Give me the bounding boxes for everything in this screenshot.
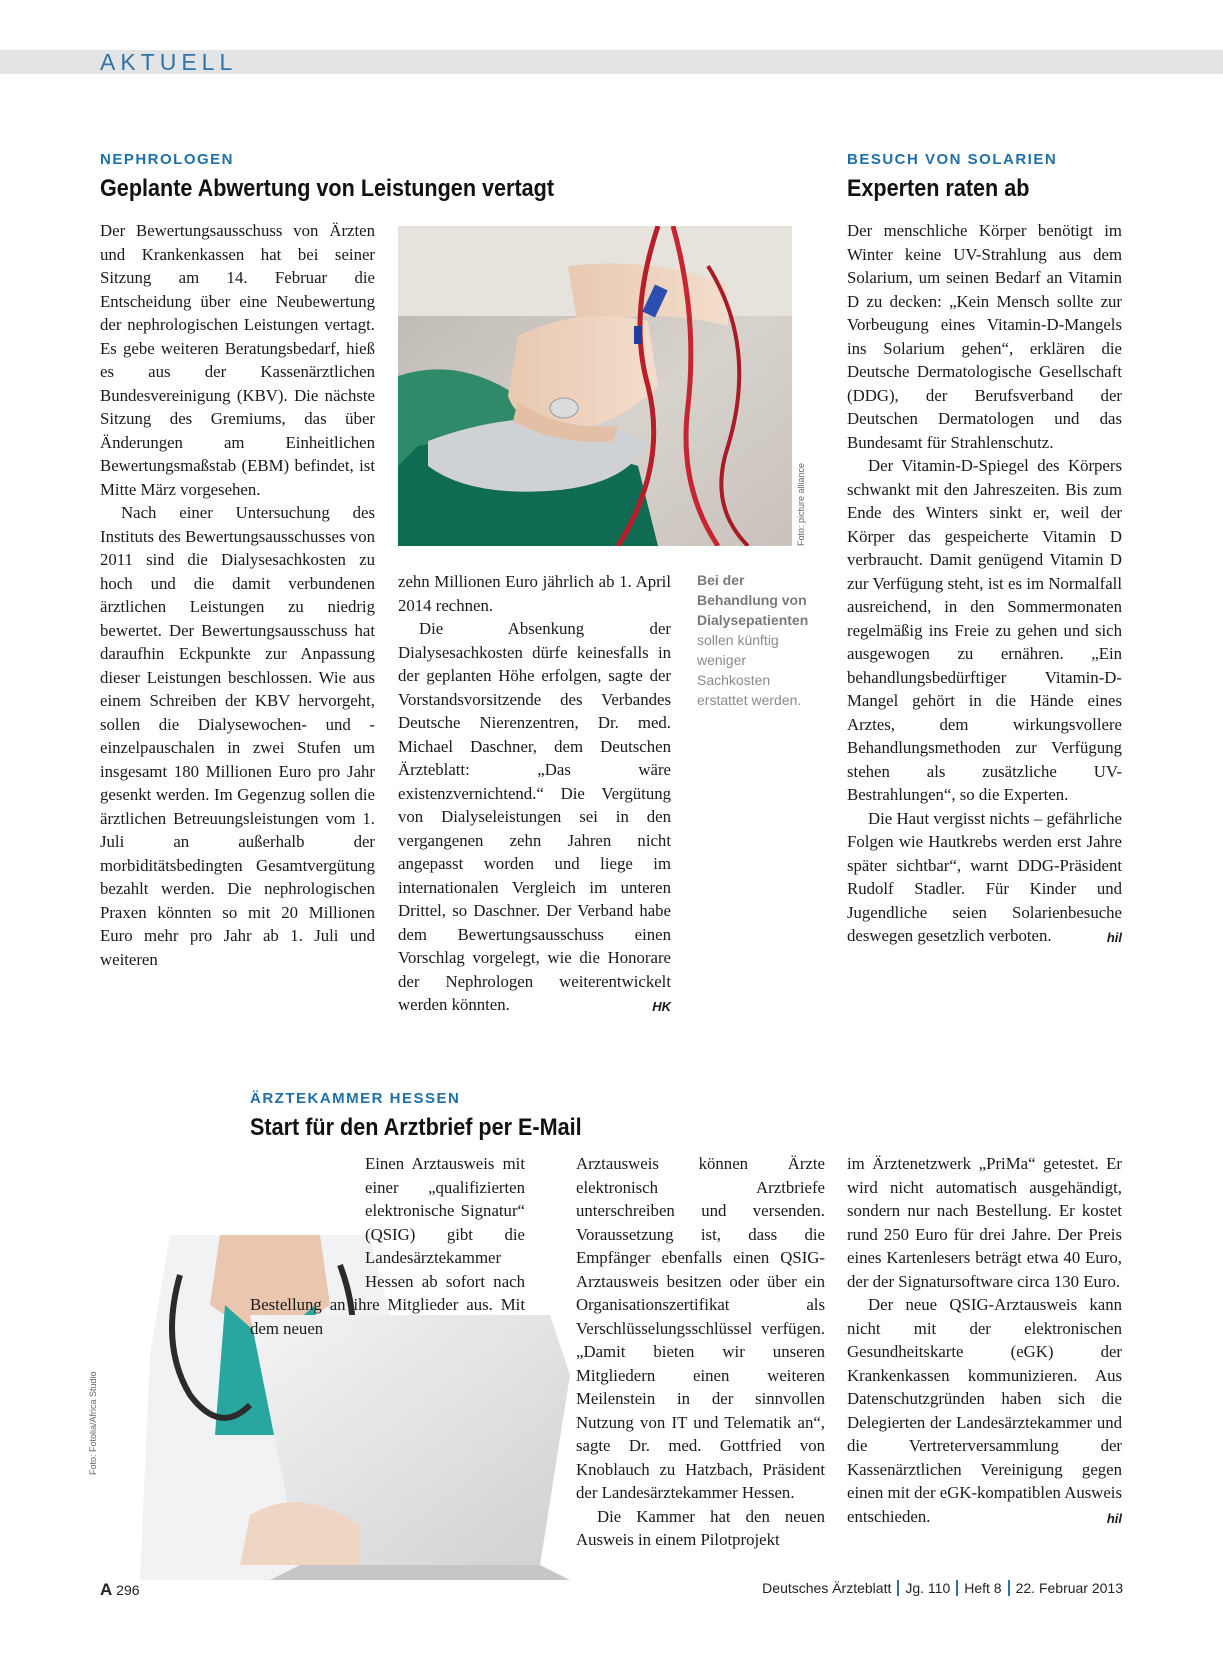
article1-col2-text: Die Absenkung der Dialysesachkosten dürfe keinesfalls in der geplanten Höhe erfolgen, sagte der Vorstandsvorsitzende des Verbandes Deutsche Nierenzentren, Dr. med. Michael Daschner, dem Deutschen Ärzteblatt: „Das wäre existenzvernichtend.“ Die Vergütung von Dialyseleistungen sei in den vergangenen zehn Jahren nicht angepasst worden und liege im internationalen Vergleich im unteren Drittel, so Daschner. Der Verband habe dem Bewertungsausschuss einen Vorschlag vorgelegt, wie die Honorare der Nephrologen weiterentwickelt werden könnten. xyxy=(398,619,671,1014)
article1-col1-para: Nach einer Untersuchung des Instituts des Bewertungsausschusses von 2011 sind die Dialysesachkosten zu hoch und die damit verbundenen ärztlichen Leistungen zu niedrig bewertet. Der Bewertungsausschuss hat daraufhin Eckpunkte zur Anpassung dieser Leistungen beschlossen. Wie aus einem Schreiben der KBV hervorgeht, sollen die Dialysewochen- und -einzelpauschalen in zwei Stufen um insgesamt 180 Millionen Euro pro Jahr gesenkt werden. Im Gegenzug sollen die ärztlichen Betreuungsleistungen vom 1. Juli an außerhalb der morbiditätsbedingten Gesamtvergütung bezahlt werden. Die nephrologischen Praxen könnten so mit 20 Millionen Euro mehr pro Jahr ab 1. Juli und weiteren xyxy=(100,503,375,969)
caption-text: sollen künftig weniger Sachkosten erstattet werden. xyxy=(697,632,802,708)
article3-col1-para: Einen Arztausweis mit einer „qualifizierten elektronische Signatur“ (QSIG) gibt die Landesärztekammer Hessen ab sofort nach Bestellung an ihre Mitglieder aus. Mit dem neuen xyxy=(250,1154,525,1338)
footer-volume: Jg. 110 xyxy=(905,1580,951,1596)
article1-col2-para: zehn Millionen Euro jährlich ab 1. April 2014 rechnen. xyxy=(398,572,671,615)
article3-column-1 xyxy=(250,1152,525,1340)
text-wrap-spacer xyxy=(550,1318,576,1578)
article3-col2-para: Die Kammer hat den neuen Ausweis in einem Pilotprojekt xyxy=(576,1506,825,1549)
section-label: AKTUELL xyxy=(100,49,238,75)
article1-column-1 xyxy=(100,219,375,971)
article1-signature: HK xyxy=(652,999,671,1014)
article2-column xyxy=(847,219,1122,950)
article1-headline: Geplante Abwertung von Leistungen vertagt xyxy=(100,175,555,202)
article3-kicker: ÄRZTEKAMMER HESSEN xyxy=(250,1090,461,1107)
page-letter: A xyxy=(100,1580,113,1599)
footer-journal-info xyxy=(762,1580,1123,1596)
article1-col1-para: Der Bewertungsausschuss von Ärzten und Krankenkassen hat bei seiner Sitzung am 14. Februar die Entscheidung über eine Neubewertung der nephrologischen Leistungen vertagt. Es gebe weiteren Beratungsbedarf, hieß es aus der Kassenärztlichen Bundesvereinigung (KBV). Die nächste Sitzung des Gremiums, das über Änderungen am Einheitlichen Bewertungsmaßstab (EBM) befindet, ist Mitte März vorgesehen. xyxy=(100,221,375,499)
footer-issue: Heft 8 xyxy=(964,1580,1002,1596)
article3-photo-credit: Foto: Fotolia/Africa Studio xyxy=(88,1371,98,1475)
article3-col3-para: im Ärztenetzwerk „PriMa“ getestet. Er wird nicht automatisch ausgehändigt, sondern nur nach Bestellung. Er kostet rund 250 Euro für drei Jahre. Der Preis eines Kartenlesers beträgt etwa 40 Euro, der der Signatursoftware circa 130 Euro. xyxy=(847,1154,1122,1291)
footer-separator xyxy=(897,1580,899,1596)
article1-column-2 xyxy=(398,570,671,1019)
article1-photo-credit: Foto: picture alliance xyxy=(796,462,806,546)
article2-para: Der menschliche Körper benötigt im Winter keine UV-Strahlung aus dem Solarium, um seinen Bedarf an Vitamin D zu decken: „Kein Mensch sollte zur Vorbeugung eines Vitamin-D-Mangels ins Solarium gehen“, erklären die Deutsche Dermatologische Gesellschaft (DDG), der Berufsverband der Deutschen Dermatologen und das Bundesamt für Strahlenschutz. xyxy=(847,221,1122,452)
text-wrap-spacer xyxy=(250,1152,365,1272)
article3-col3-para xyxy=(847,1293,1122,1528)
article3-column-2 xyxy=(550,1152,825,1578)
article2-para xyxy=(847,807,1122,948)
article1-col2-para xyxy=(398,617,671,1017)
footer-journal: Deutsches Ärzteblatt xyxy=(762,1580,892,1596)
article2-signature: hil xyxy=(1106,930,1122,945)
article3-column-3 xyxy=(847,1152,1122,1530)
article2-para: Der Vitamin-D-Spiegel des Körpers schwankt mit den Jahreszeiten. Bis zum Ende des Winters sinkt er, weil der Körper das gespeicherte Vitamin D verbraucht. Damit genügend Vitamin D zur Verfügung steht, ist es im Normalfall ausreichend, in den Sommermonaten regelmäßig ins Freie zu gehen und sich ausgewogen zu ernähren. „Ein behandlungsbedürftiger Vitamin-D-Mangel gehört in die Hände eines Arztes, dem wirkungsvollere Behandlungsmethoden zur Verfügung stehen als zusätzliche UV-Bestrahlungen“, so die Experten. xyxy=(847,456,1122,804)
page-number xyxy=(100,1580,140,1600)
article2-para-text: Die Haut vergisst nichts – gefährliche Folgen wie Hautkrebs werden erst Jahre später sichtbar“, warnt DDG-Präsident Rudolf Stadler. Für Kinder und Jugendliche seien Solarienbesuche deswegen gesetzlich verboten. xyxy=(847,808,1122,945)
caption-bold: Bei der Behandlung von Dialysepatienten xyxy=(697,572,809,628)
article3-col3-text: Der neue QSIG-Arztausweis kann nicht mit der elektronischen Gesundheitskarte (eGK) der Krankenkassen kommunizieren. Aus Datenschutzgründen haben sich die Delegierten der Landesärztekammer und die Vertreterversammlung der Kassenärztlichen Vereinigung gegen einen mit der eGK-kompatiblen Ausweis entschieden. xyxy=(847,1295,1122,1526)
footer-separator xyxy=(1008,1580,1010,1596)
article3-headline: Start für den Arztbrief per E-Mail xyxy=(250,1114,582,1141)
dialysis-photo xyxy=(398,226,792,546)
article1-kicker: NEPHROLOGEN xyxy=(100,151,235,168)
footer-separator xyxy=(956,1580,958,1596)
article2-kicker: BESUCH VON SOLARIEN xyxy=(847,151,1058,168)
article3-col2-para: Arztausweis können Ärzte elektronisch Arztbriefe unterschreiben und versenden. Voraussetzung ist, dass die Empfänger ebenfalls einen QSIG-Arztausweis besitzen oder über ein Organisationszertifikat als Verschlüsselungsschlüssel verfügen. „Damit bieten wir unseren Mitgliedern einen weiteren Meilenstein in der sinnvollen Nutzung von IT und Telematik an“, sagte Dr. med. Gottfried von Knoblauch zu Hatzbach, Präsident der Landesärztekammer Hessen. xyxy=(576,1154,825,1502)
article2-headline: Experten raten ab xyxy=(847,175,1030,202)
page-number-value: 296 xyxy=(116,1582,140,1598)
footer-date: 22. Februar 2013 xyxy=(1015,1580,1123,1596)
article3-signature: hil xyxy=(1106,1510,1122,1526)
article1-photo-caption xyxy=(697,570,817,710)
